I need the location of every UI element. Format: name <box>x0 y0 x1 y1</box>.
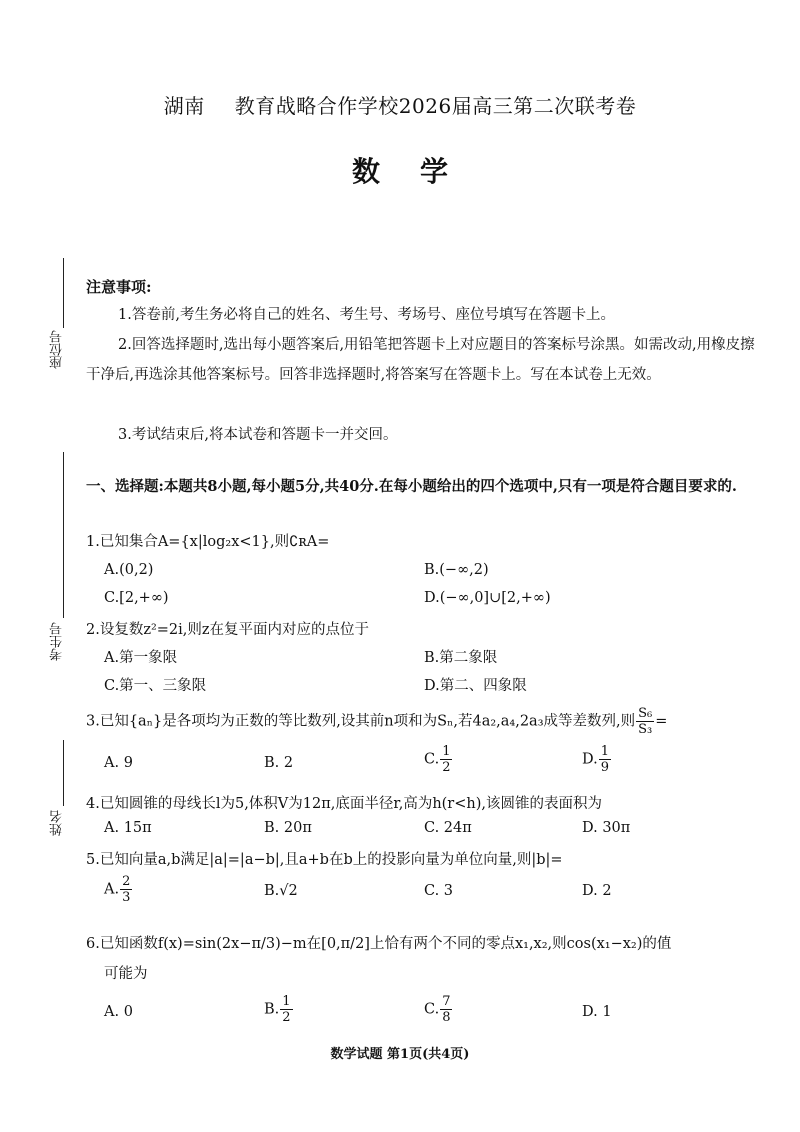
question-1-stem: 1.已知集合A={x|log₂x<1},则∁ʀA= <box>86 534 330 550</box>
question-6-stem-cont: 可能为 <box>104 966 148 982</box>
question-4-stem: 4.已知圆锥的母线长l为5,体积V为12π,底面半径r,高为h(r<h),该圆锥的表面积为 <box>86 796 602 812</box>
q3-fraction: $\frac{\text{S₆}}{\text{S₃}}$ <box>638 706 653 737</box>
seat-label: 座位号 <box>50 330 65 369</box>
page-footer: 数学试题 第1页(共4页) <box>330 1047 470 1062</box>
q1-option-d: D.(−∞,0]∪[2,+∞) <box>424 590 551 606</box>
subject-title: 数学 <box>351 155 488 188</box>
q2-option-b: B.第二象限 <box>424 650 498 666</box>
q3-option-c: C. $\frac{1}{2}$ <box>424 744 451 775</box>
exam-header <box>0 90 800 119</box>
q1-option-a: A.(0,2) <box>104 562 154 578</box>
exam-no-label: 考生号 <box>50 622 65 661</box>
q6-option-d: D. 1 <box>582 1004 612 1020</box>
name-label: 姓名 <box>50 810 65 836</box>
q4-option-c: C. 24π <box>424 820 472 836</box>
q2-option-c: C.第一、三象限 <box>104 678 207 694</box>
q5-option-c: C. 3 <box>424 883 454 899</box>
q3-option-b: B. 2 <box>264 755 294 771</box>
section-title: 一、选择题:本题共8小题,每小题5分,共40分.在每小题给出的四个选项中,只有一项是符合题目要求的. <box>86 478 737 495</box>
notice-title: 注意事项: <box>86 278 152 296</box>
question-5-stem: 5.已知向量a,b满足|a|=|a−b|,且a+b在b上的投影向量为单位向量,则|b|= <box>86 852 563 868</box>
q4-option-a: A. 15π <box>104 820 152 836</box>
q2-option-d: D.第二、四象限 <box>424 678 527 694</box>
exam-no-line <box>63 452 64 618</box>
notice-item-2: 2.回答选择题时,选出每小题答案后,用铅笔把答题卡上对应题目的答案标号涂黑。如需改动,用橡皮擦干净后,再选涂其他答案标号。回答非选择题时,将答案写在答题卡上。写在本试卷上无效。 <box>86 337 755 383</box>
seat-line <box>63 258 64 328</box>
q1-option-b: B.(−∞,2) <box>424 562 489 578</box>
q6-option-c: C. $\frac{7}{8}$ <box>424 994 451 1025</box>
q5-option-d: D. 2 <box>582 883 612 899</box>
notice-item-3: 3.考试结束后,将本试卷和答题卡一并交回。 <box>118 427 398 443</box>
q1-option-c: C.[2,+∞) <box>104 590 169 606</box>
q3-option-d: D. $\frac{1}{9}$ <box>582 744 609 775</box>
notice-item-1: 1.答卷前,考生务必将自己的姓名、考生号、考场号、座位号填写在答题卡上。 <box>118 307 615 323</box>
name-line <box>63 740 64 806</box>
q6-option-a: A. 0 <box>104 1004 133 1020</box>
q5-option-b: B.√2 <box>264 883 298 899</box>
question-2-stem: 2.设复数z²=2i,则z在复平面内对应的点位于 <box>86 622 370 638</box>
q4-option-d: D. 30π <box>582 820 631 836</box>
question-6-stem: 6.已知函数f(x)=sin(2x−π/3)−m在[0,π/2]上恰有两个不同的零点x₁,x₂,则cos(x₁−x₂)的值 <box>86 936 672 952</box>
exam-title: 教育战略合作学校2026届高三第二次联考卷 <box>234 94 637 118</box>
q5-option-a: A. $\frac{2}{3}$ <box>104 874 131 905</box>
q2-option-a: A.第一象限 <box>104 650 178 666</box>
q6-option-b: B. $\frac{1}{2}$ <box>264 994 291 1025</box>
q4-option-b: B. 20π <box>264 820 312 836</box>
region-label: 湖南 <box>163 94 205 118</box>
question-3-stem: 3.已知{aₙ}是各项均为正数的等比数列,设其前n项和为Sₙ,若4a₂,a₄,2a₃成等差数列,则 $\frac{\text{S₆}}{\text{S₃}}$ = <box>86 706 668 737</box>
q3-option-a: A. 9 <box>104 755 133 771</box>
